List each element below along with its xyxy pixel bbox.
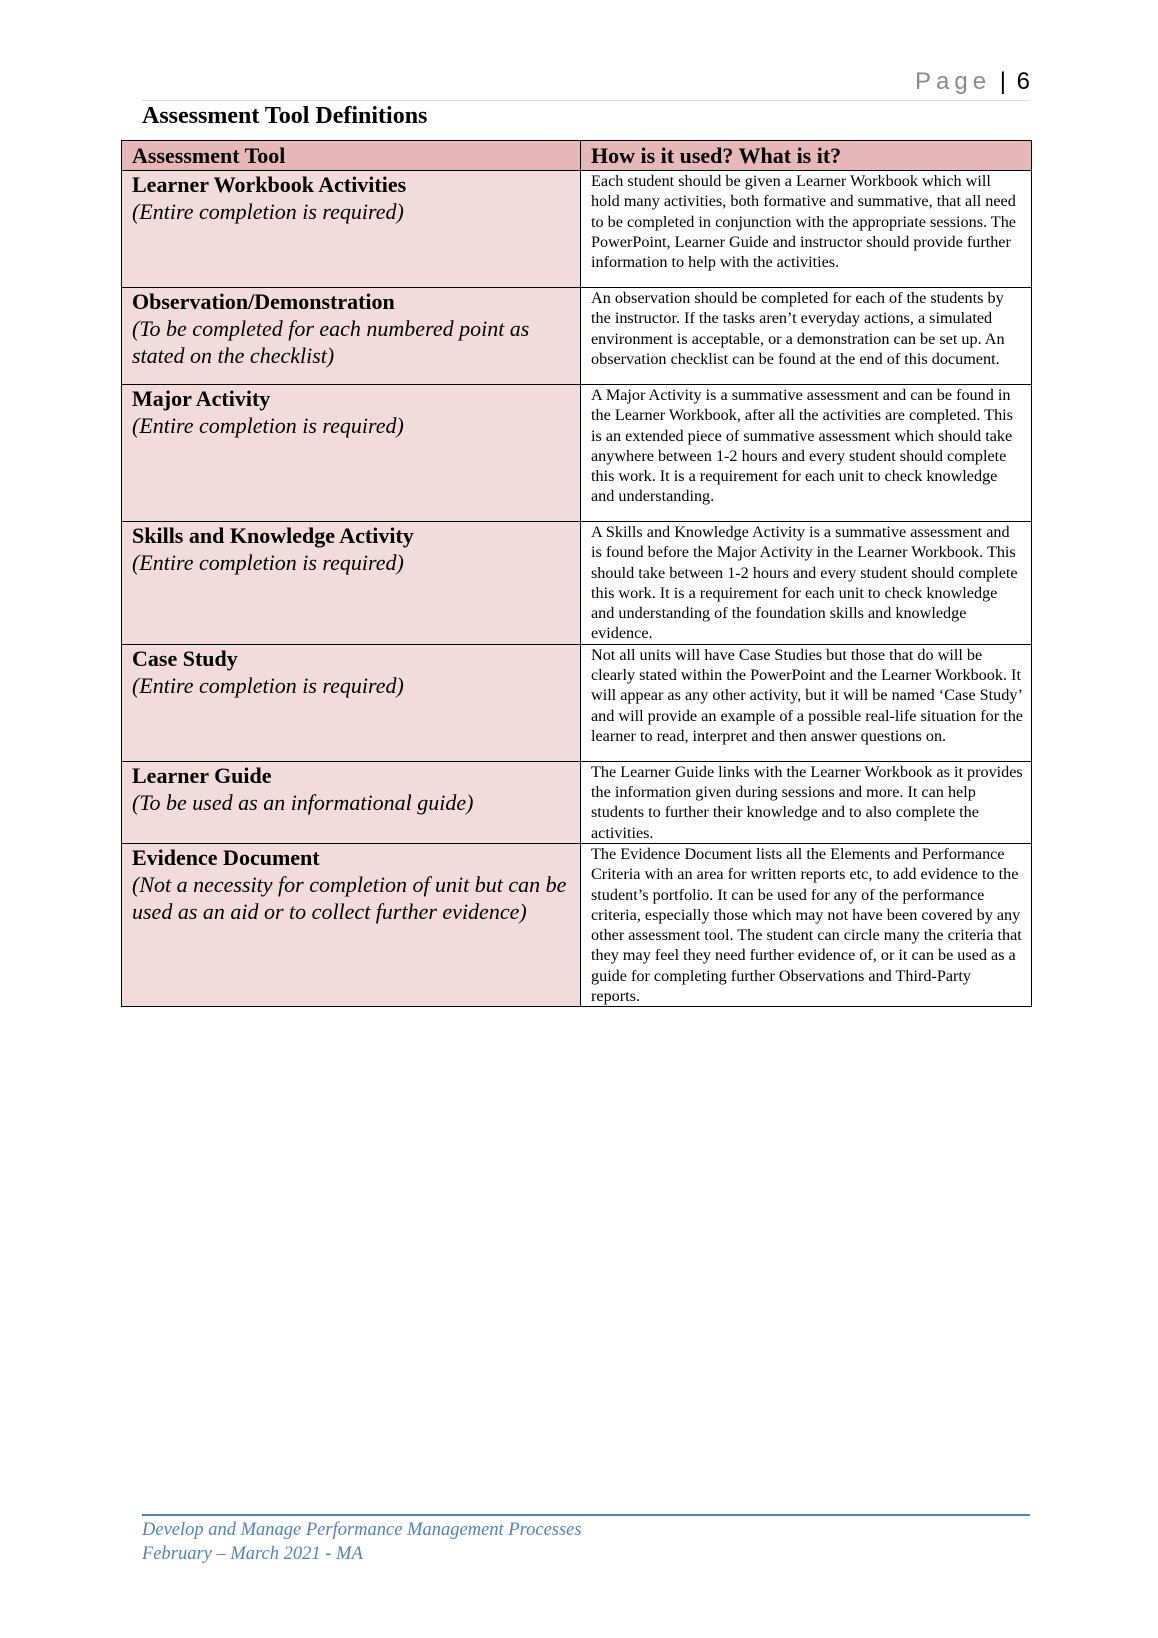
tool-description: Not all units will have Case Studies but those that do will be clearly stated within the PowerPoint and the Learner Workbook. It will appear as any other activity, but it will be named ‘Case Study’ and will provide an example of a possible real-life situation for the learner to read, interpret and then answer questions on.	[581, 644, 1032, 761]
table-row	[122, 385, 1032, 522]
page-label: Page	[915, 68, 992, 95]
tool-requirement: (To be completed for each numbered point as stated on the checklist)	[132, 316, 530, 368]
page-number: 6	[1016, 68, 1030, 95]
tool-requirement: (Entire completion is required)	[132, 672, 404, 698]
table-row	[122, 843, 1032, 1006]
tool-cell	[122, 843, 581, 1006]
table-header-row	[122, 141, 1032, 171]
section-title: Assessment Tool Definitions	[142, 103, 428, 129]
tool-name: Observation/Demonstration	[132, 289, 395, 314]
tool-requirement: (To be used as an informational guide)	[132, 789, 474, 815]
assessment-tools-table	[121, 140, 1032, 1007]
footer-divider	[142, 1514, 1030, 1516]
tool-cell	[122, 288, 581, 385]
footer-course-title: Develop and Manage Performance Management Processes	[142, 1520, 582, 1540]
column-header-tool: Assessment Tool	[122, 141, 581, 171]
tool-cell	[122, 385, 581, 522]
tool-description: An observation should be completed for each of the students by the instructor. If the tasks aren’t everyday actions, a simulated environment is acceptable, or a demonstration can be set up. An observation checklist can be found at the end of this document.	[581, 288, 1032, 385]
page-number-header	[915, 68, 1030, 98]
tool-requirement: (Entire completion is required)	[132, 199, 404, 224]
tool-name: Case Study	[132, 645, 238, 671]
tool-cell	[122, 644, 581, 761]
table-row	[122, 644, 1032, 761]
tool-description: The Evidence Document lists all the Elements and Performance Criteria with an area for written reports etc, to add evidence to the student’s portfolio. It can be used for any of the performance criteria, especially those which may not have been covered by any other assessment tool. The student can circle many the criteria that they may feel they need further evidence of, or it can be used as a guide for completing further Observations and Third-Party reports.	[581, 843, 1032, 1006]
footer-date: February – March 2021 - MA	[142, 1544, 363, 1564]
tool-description: A Major Activity is a summative assessment and can be found in the Learner Workbook, after all the activities are completed. This is an extended piece of summative assessment which should take anywhere between 1-2 hours and every student should complete this work. It is a requirement for each unit to check knowledge and understanding.	[581, 385, 1032, 522]
tool-description: A Skills and Knowledge Activity is a summative assessment and is found before the Major Activity in the Learner Workbook. This should take between 1-2 hours and every student should complete this work. It is a requirement for each unit to check knowledge and understanding of the foundation skills and knowledge evidence.	[581, 522, 1032, 645]
tool-cell	[122, 171, 581, 288]
tool-name: Learner Guide	[132, 762, 272, 788]
tool-name: Learner Workbook Activities	[132, 172, 407, 197]
table-row	[122, 171, 1032, 288]
table-row	[122, 761, 1032, 843]
tool-requirement: (Entire completion is required)	[132, 413, 404, 438]
tool-requirement: (Entire completion is required)	[132, 550, 404, 575]
table-row	[122, 522, 1032, 645]
column-header-description: How is it used? What is it?	[581, 141, 1032, 171]
page-separator: |	[999, 68, 1006, 95]
tool-requirement: (Not a necessity for completion of unit but can be used as an aid or to collect further evidence)	[132, 871, 567, 924]
tool-name: Evidence Document	[132, 844, 320, 870]
table-row	[122, 288, 1032, 385]
page-footer	[142, 1518, 582, 1566]
tool-cell	[122, 761, 581, 843]
tool-name: Skills and Knowledge Activity	[132, 523, 414, 548]
tool-cell	[122, 522, 581, 645]
tool-description: Each student should be given a Learner Workbook which will hold many activities, both formative and summative, that all need to be completed in conjunction with the appropriate sessions. The PowerPoint, Learner Guide and instructor should provide further information to help with the activities.	[581, 171, 1032, 288]
tool-description: The Learner Guide links with the Learner Workbook as it provides the information given during sessions and more. It can help students to further their knowledge and to also complete the activities.	[581, 761, 1032, 843]
tool-name: Major Activity	[132, 386, 271, 411]
